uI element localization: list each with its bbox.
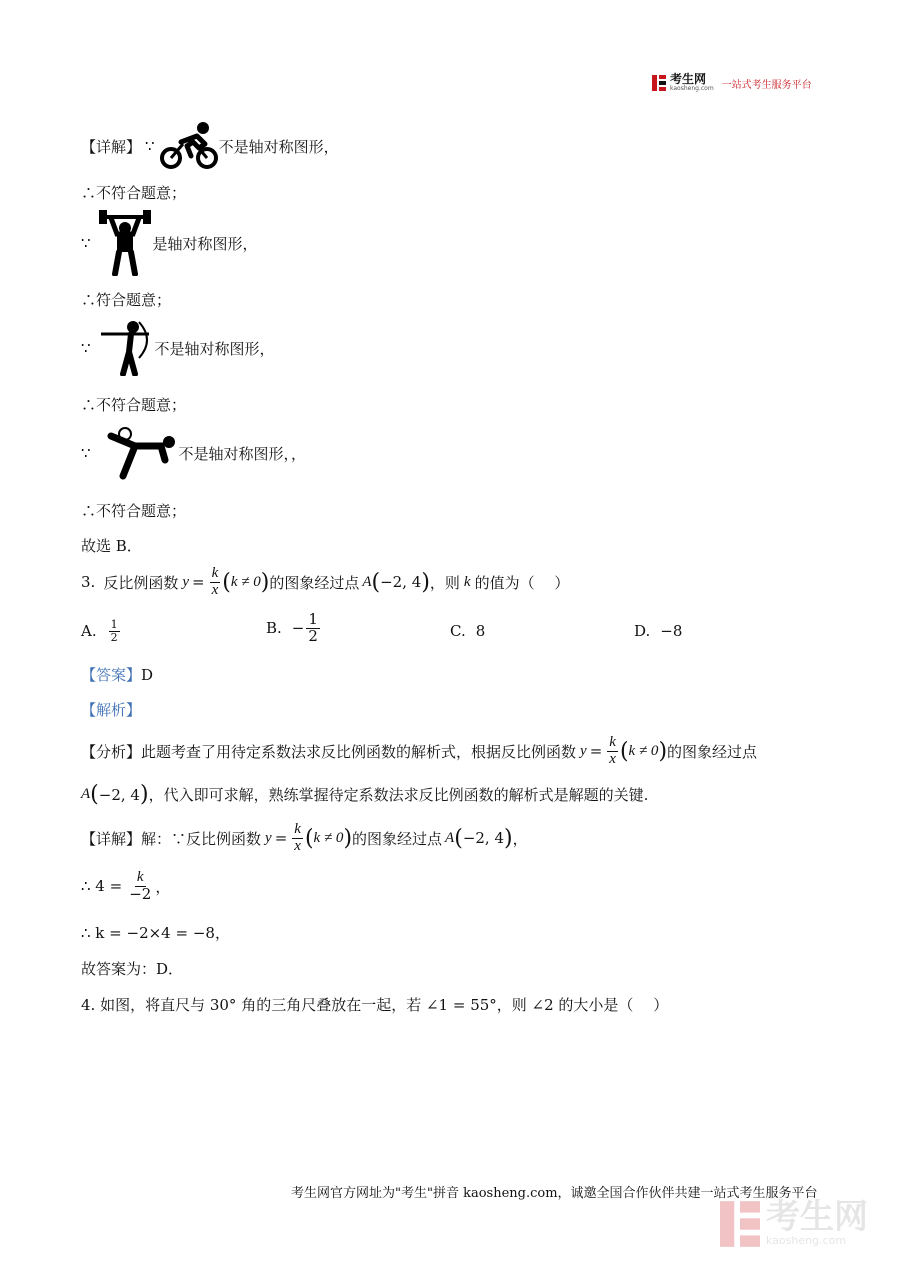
q3-stem: 3. 反比例函数 y = $\frac{k}{x}$ ( k ≠ 0 ) 的图象经过点 A ( −2, 4 ) ，则 k 的值为（ ） <box>81 565 570 598</box>
q2-item3 <box>81 320 275 376</box>
fraction-denominator: x <box>211 581 219 598</box>
q3-step2: ∴ k = −2×4 = −8， <box>81 924 230 942</box>
because-symbol: ∵ <box>81 339 91 357</box>
q2-item3-result: ∴不符合题意； <box>81 396 187 414</box>
q3-answer <box>81 664 153 685</box>
fraction-k-over-x <box>210 566 221 599</box>
because-symbol: ∵ <box>81 444 91 462</box>
header-slogan: 一站式考生服务平台 <box>721 79 812 91</box>
q3-option-c <box>450 622 485 640</box>
fraction-denominator: −2 <box>129 884 152 903</box>
answer-value: D <box>141 666 154 684</box>
detail-text-b: 的图象经过点 <box>352 829 443 848</box>
logo-icon <box>652 75 666 91</box>
var-y: y <box>182 573 189 590</box>
because-symbol: ∵ <box>145 137 155 155</box>
fraction-denominator: 2 <box>110 630 118 644</box>
q2-item4 <box>81 426 306 480</box>
weightlifter-icon <box>97 210 153 276</box>
detail-text-a: 解：∵反比例函数 <box>141 829 262 848</box>
fraction-numerator: k <box>211 565 219 581</box>
q2-item1-text: 不是轴对称图形， <box>218 137 339 156</box>
q3-number: 3. <box>81 573 96 592</box>
archer-icon <box>95 320 155 376</box>
fenxi-text-a: 此题考查了用待定系数法求反比例函数的解析式，根据反比例函数 <box>141 742 577 761</box>
q3-fenxi-line1: 【分析】 此题考查了用待定系数法求反比例函数的解析式，根据反比例函数 y = $\frac{k}{x}$ ( k ≠ 0 ) 的图象经过点 <box>81 734 758 767</box>
q2-item2-text: 是轴对称图形， <box>152 234 258 253</box>
step1-right: ， <box>155 877 171 896</box>
watermark-domain: kaosheng.com <box>766 1234 847 1247</box>
footer-text: 考生网官方网址为"考生"拼音 kaosheng.com，诚邀全国合作伙伴共建一站式考生服务平台 <box>291 1186 818 1201</box>
watermark-name: 考生网 <box>766 1197 868 1237</box>
q4-stem: 4. 如图，将直尺与 30° 角的三角尺叠放在一起，若 ∠1 = 55°，则 ∠2 的大小是（ ） <box>81 996 669 1014</box>
fraction-k-over-x <box>607 735 618 768</box>
footer-watermark <box>720 1197 868 1247</box>
fenxi-label: 【分析】 <box>81 742 142 761</box>
equals-sign: = <box>589 742 603 761</box>
option-value: 8 <box>475 622 486 640</box>
logo-name: 考生网 <box>670 72 707 86</box>
option-label: C. <box>450 622 466 640</box>
header-logo <box>652 74 812 92</box>
fraction-k-over-minus2 <box>127 870 153 903</box>
logo-domain: kaosheng.com <box>670 85 714 92</box>
fraction-numerator: 1 <box>110 618 118 631</box>
option-value: −8 <box>660 622 683 640</box>
condition: k ≠ 0 <box>628 742 659 759</box>
q2-conclusion: 故选 B． <box>81 537 142 555</box>
point-coords: −2, 4 <box>98 785 140 804</box>
fraction-denominator: 2 <box>308 626 318 645</box>
fenxi-text-c: ，代入即可求解，熟练掌握待定系数法求反比例函数的解析式是解题的关键. <box>148 786 649 804</box>
fenxi-text-b: 的图象经过点 <box>667 742 758 761</box>
q2-item4-text: 不是轴对称图形，， <box>178 444 307 463</box>
var-y: y <box>580 742 587 759</box>
q2-item2 <box>81 210 258 276</box>
equals-sign: = <box>274 829 288 848</box>
fraction-numerator: k <box>609 734 616 750</box>
cyclist-icon <box>159 122 219 170</box>
fraction-denominator: x <box>294 837 301 854</box>
q2-item3-text: 不是轴对称图形， <box>154 339 275 358</box>
option-label: A. <box>81 622 97 641</box>
option-a-fraction <box>109 619 120 643</box>
point-name: A <box>445 829 455 846</box>
q3-final: 故答案为：D． <box>81 960 184 978</box>
q3-stem-a: 反比例函数 <box>103 573 179 592</box>
option-b-fraction <box>306 612 320 645</box>
fraction-k-over-x <box>292 822 303 855</box>
q3-option-b <box>266 612 322 645</box>
condition: k ≠ 0 <box>313 829 344 846</box>
q2-item1-result: ∴不符合题意； <box>81 184 187 202</box>
q2-item4-result: ∴不符合题意； <box>81 502 187 520</box>
var-k: k <box>463 573 471 590</box>
point-coords: −2, 4 <box>462 829 505 848</box>
fraction-numerator: k <box>136 869 144 885</box>
equals-sign: = <box>192 573 205 592</box>
q3-stem-d: 的值为（ ） <box>474 573 570 592</box>
kicker-icon <box>95 426 179 480</box>
watermark-logo-icon <box>720 1201 760 1247</box>
detail-text-c: ， <box>512 829 528 848</box>
option-label: B. <box>266 619 282 638</box>
q2-item1 <box>81 122 339 170</box>
q3-stem-c: ，则 <box>429 573 460 592</box>
point-name: A <box>362 573 372 590</box>
detail-label: 【详解】 <box>81 829 142 848</box>
detail-label: 【详解】 <box>81 137 142 156</box>
q3-option-d <box>634 622 682 640</box>
option-label: D. <box>634 622 651 640</box>
fraction-numerator: 1 <box>308 610 318 628</box>
point-name: A <box>81 786 91 802</box>
q2-item2-result: ∴符合题意； <box>81 291 172 309</box>
analysis-label: 【解析】 <box>81 701 142 719</box>
point-coords: −2, 4 <box>380 573 422 592</box>
because-symbol: ∵ <box>81 234 91 252</box>
answer-label: 【答案】 <box>81 666 142 684</box>
condition: k ≠ 0 <box>230 573 261 590</box>
step1-left: ∴ 4 = <box>81 877 123 896</box>
q3-step1 <box>81 870 170 903</box>
fraction-denominator: x <box>609 750 616 767</box>
var-y: y <box>265 829 272 846</box>
minus-sign: − <box>291 619 305 638</box>
q3-option-a <box>81 619 122 643</box>
fraction-numerator: k <box>294 821 301 837</box>
q3-detail-line: 【详解】 解：∵反比例函数 y = $\frac{k}{x}$ ( k ≠ 0 ) 的图象经过点 A ( −2, 4 ) ， <box>81 821 528 854</box>
q3-fenxi-line2: A ( −2, 4 ) ，代入即可求解，熟练掌握待定系数法求反比例函数的解析式是解题的关键. <box>81 782 649 807</box>
q3-stem-b: 的图象经过点 <box>269 573 360 592</box>
